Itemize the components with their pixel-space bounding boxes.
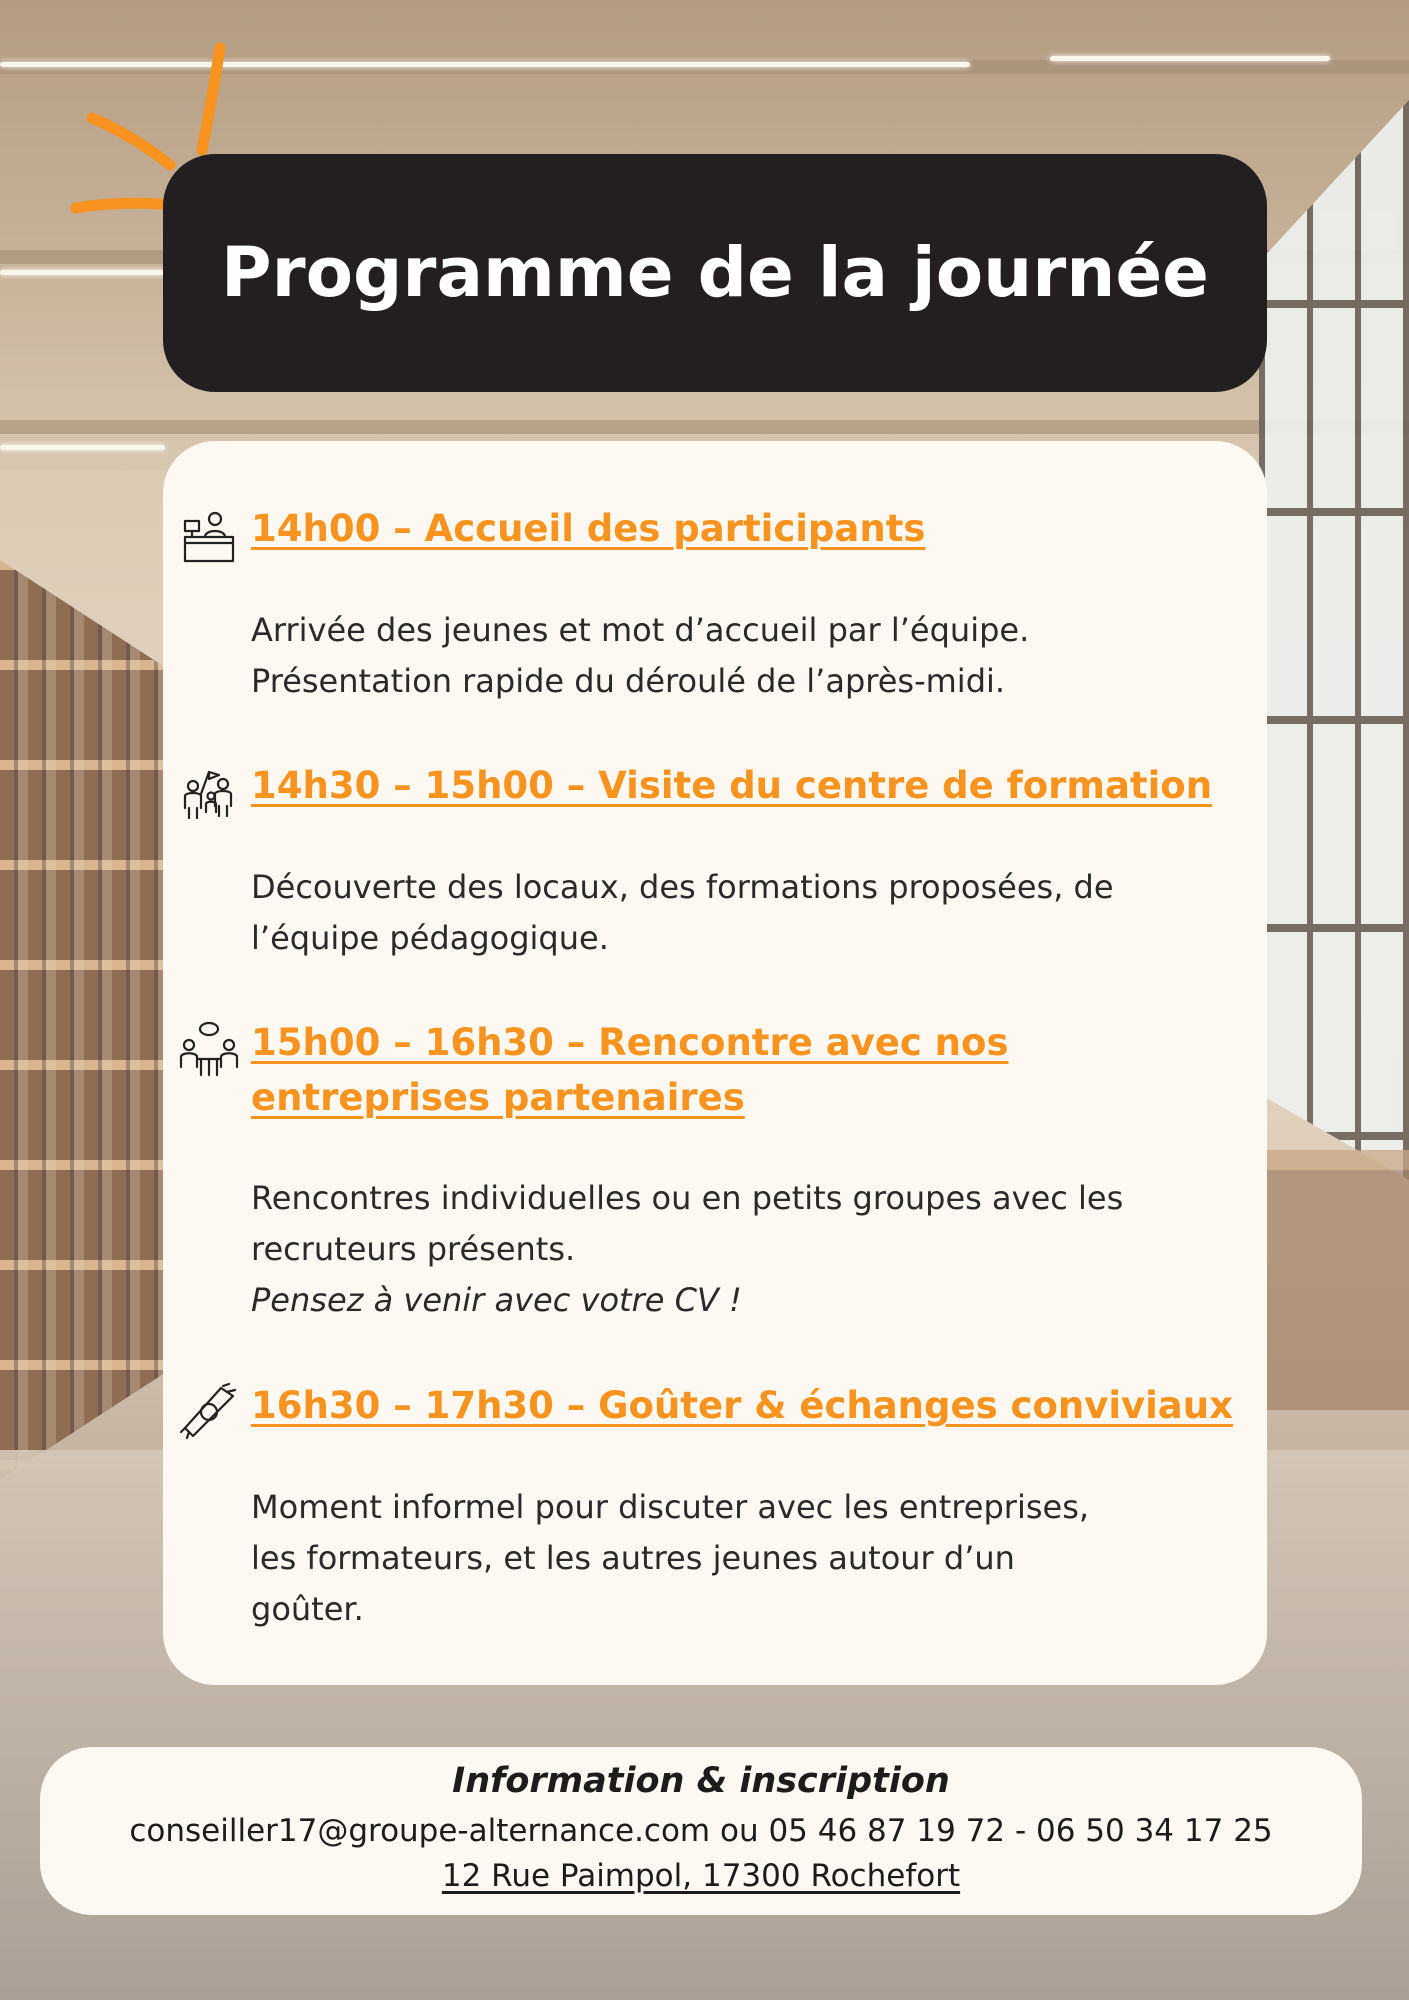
bookshelves: [0, 560, 170, 1480]
item-heading: 14h00 – Accueil des participants: [251, 507, 926, 550]
item-heading: 15h00 – 16h30 – Rencontre avec nos entreprises partenaires: [251, 1021, 1009, 1119]
reception-desk-icon: [179, 507, 239, 567]
item-description: Rencontres individuelles ou en petits groupes avec les recruteurs présents. Pensez à venir avec votre CV !: [251, 1173, 1251, 1326]
item-description: Moment informel pour discuter avec les entreprises, les formateurs, et les autres jeunes autour d’un goûter.: [251, 1488, 1090, 1628]
snack-icon: [179, 1382, 239, 1442]
guided-tour-icon: [179, 762, 239, 822]
info-title: Information & inscription: [452, 1761, 950, 1801]
address-link[interactable]: 12 Rue Paimpol, 17300 Rochefort: [441, 1858, 961, 1894]
info-box: [40, 1747, 1362, 1915]
contact-line[interactable]: conseiller17@groupe-alternance.com ou 05 46 87 19 72 - 06 50 34 17 25: [129, 1813, 1273, 1849]
item-heading: 14h30 – 15h00 – Visite du centre de formation: [251, 764, 1213, 807]
item-heading: 16h30 – 17h30 – Goûter & échanges conviviaux: [251, 1384, 1233, 1427]
page-title: Programme de la journée: [221, 233, 1209, 313]
title-banner: [163, 154, 1267, 392]
programme-card: [163, 441, 1267, 1685]
item-description: Arrivée des jeunes et mot d’accueil par l’équipe. Présentation rapide du déroulé de l’après-midi.: [251, 611, 1030, 700]
item-note: Pensez à venir avec votre CV !: [251, 1281, 742, 1319]
desk: [1259, 1150, 1409, 1410]
windows: [1259, 100, 1409, 1180]
meeting-icon: [179, 1019, 239, 1079]
item-description: Découverte des locaux, des formations proposées, de l’équipe pédagogique.: [251, 868, 1114, 957]
